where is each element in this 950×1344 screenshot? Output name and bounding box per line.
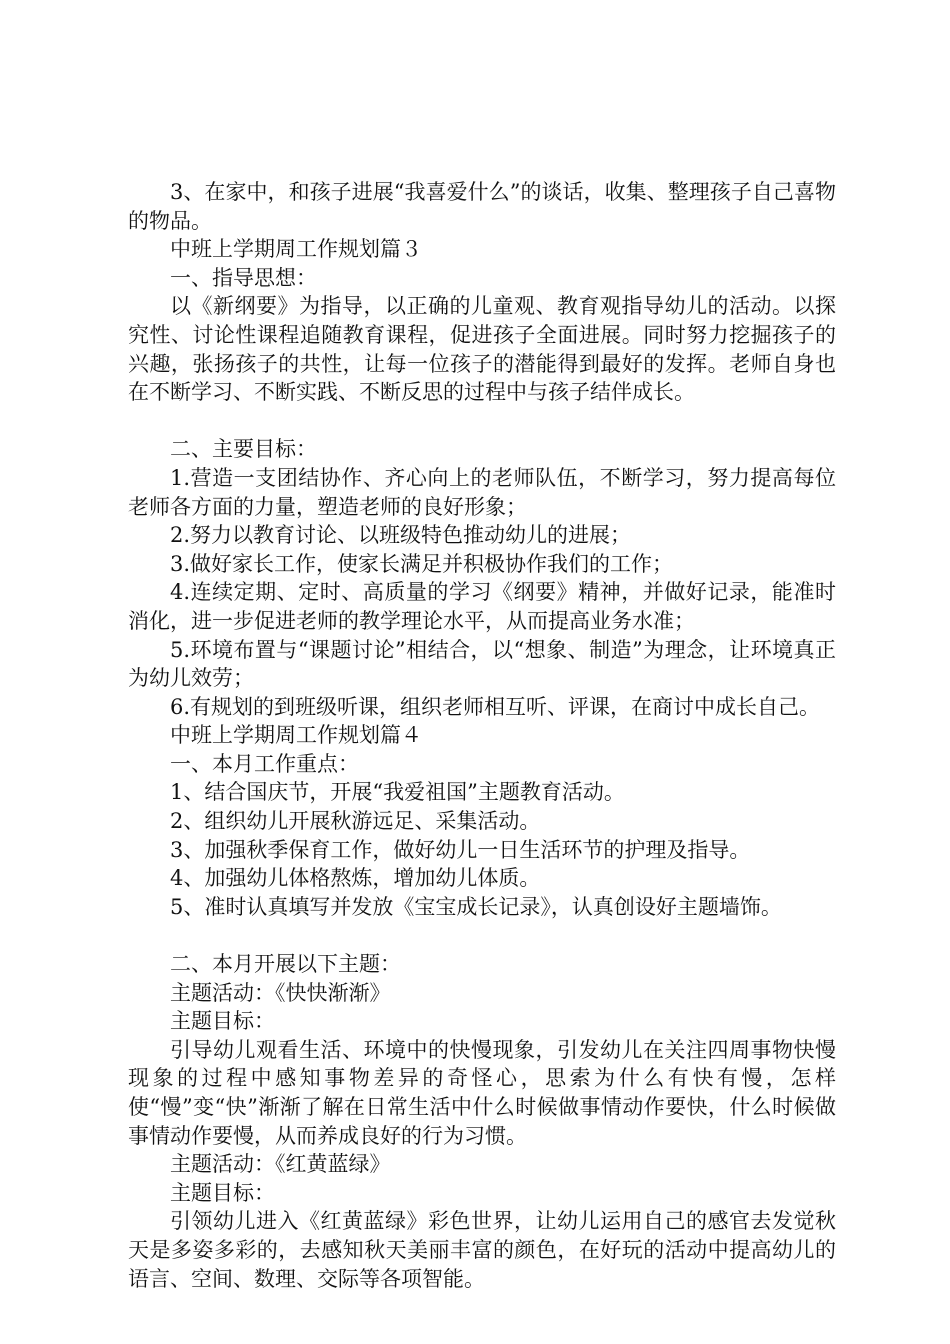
goal-item-1: 1.营造一支团结协作、齐心向上的老师队伍，不断学习，努力提高每位老师各方面的力量，塑造老师的良好形象； — [128, 465, 836, 519]
theme-goal-colors: 引领幼儿进入《红黄蓝绿》彩色世界，让幼儿运用自己的感官去发觉秋天是多姿多彩的，去感知秋天美丽丰富的颜色，在好玩的活动中提高幼儿的语言、空间、数理、交际等各项智能。 — [128, 1209, 836, 1291]
theme-goal-label: 主题目标： — [170, 1180, 275, 1205]
heading-main-goals: 二、主要目标： — [170, 437, 317, 462]
document-body — [128, 178, 836, 1293]
section-heading-plan-3: 中班上学期周工作规划篇３ — [170, 237, 422, 262]
paragraph-guiding-thought: 以《新纲要》为指导，以正确的儿童观、教育观指导幼儿的活动。以探究性、讨论性课程追随教育课程，促进孩子全面进展。同时努力挖掘孩子的兴趣，张扬孩子的共性，让每一位孩子的潜能得到最好的发挥。老师自身也在不断学习、不断实践、不断反思的过程中与孩子结伴成长。 — [128, 294, 836, 405]
blank-line — [128, 921, 836, 950]
theme-goal-label: 主题目标： — [170, 1009, 275, 1034]
paragraph-item-3-collect: 3、在家中，和孩子进展“我喜爱什么”的谈话，收集、整理孩子自己喜物的物品。 — [128, 180, 836, 233]
goal-item-4: 4.连续定期、定时、高质量的学习《纲要》精神，并做好记录，能准时消化，进一步促进老师的教学理论水平，从而提高业务水准； — [128, 580, 836, 633]
heading-monthly-focus: 一、本月工作重点： — [170, 751, 359, 776]
focus-item-3: 3、加强秋季保育工作，做好幼儿一日生活环节的护理及指导。 — [170, 837, 751, 862]
goal-item-2: 2.努力以教育讨论、以班级特色推动幼儿的进展； — [170, 523, 632, 548]
theme-activity-fast-slow: 主题活动：《快快渐渐》 — [170, 980, 391, 1005]
focus-item-2: 2、组织幼儿开展秋游远足、采集活动。 — [170, 809, 541, 834]
focus-item-1: 1、结合国庆节，开展“我爱祖国”主题教育活动。 — [170, 780, 625, 805]
blank-line — [128, 407, 836, 436]
heading-monthly-themes: 二、本月开展以下主题： — [170, 952, 401, 977]
focus-item-5: 5、准时认真填写并发放《宝宝成长记录》，认真创设好主题墙饰。 — [170, 894, 782, 919]
section-heading-plan-4: 中班上学期周工作规划篇４ — [170, 723, 422, 748]
goal-item-5: 5.环境布置与“课题讨论”相结合，以“想象、制造”为理念，让环境真正为幼儿效劳； — [128, 637, 836, 691]
theme-activity-colors: 主题活动：《红黄蓝绿》 — [170, 1152, 391, 1177]
goal-item-3: 3.做好家长工作，使家长满足并积极协作我们的工作； — [170, 551, 674, 576]
focus-item-4: 4、加强幼儿体格熬炼，增加幼儿体质。 — [170, 866, 541, 891]
goal-item-6: 6.有规划的到班级听课，组织老师相互听、评课，在商讨中成长自己。 — [170, 694, 821, 719]
heading-guiding-thought: 一、指导思想： — [170, 265, 317, 290]
theme-goal-fast-slow: 引导幼儿观看生活、环境中的快慢现象，引发幼儿在关注四周事物快慢现象的过程中感知事物差异的奇怪心，思索为什么有快有慢，怎样使“慢”变“快”渐渐了解在日常生活中什么时候做事情动作要快，什么时候做事情动作要慢，从而养成良好的行为习惯。 — [128, 1037, 836, 1148]
